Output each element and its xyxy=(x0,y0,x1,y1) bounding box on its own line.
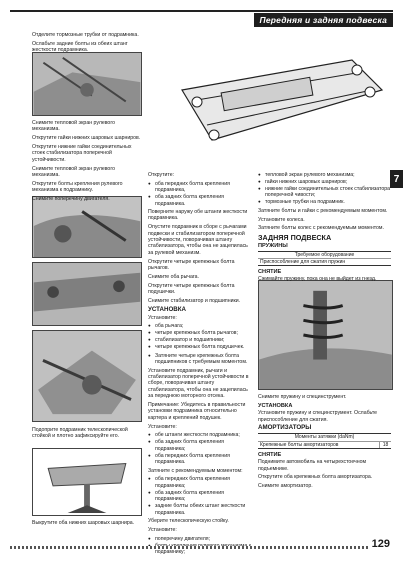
text-paragraph: Затяните болты колес с рекомендуемым моментом. xyxy=(258,225,384,232)
text-paragraph: Открутите четыре крепежных болта рычагов. xyxy=(148,258,235,272)
table-cell: Моменты затяжки (daNm) xyxy=(294,434,355,441)
section-heading-rear-suspension: ЗАДНЯЯ ПОДВЕСКА xyxy=(258,232,332,242)
text-paragraph: Поверните наружу обе штанги жесткости подрамника. xyxy=(148,209,248,222)
list-item: ● оба рычага; xyxy=(148,323,252,329)
list-item: ● четыре крепежных болта подушечек. xyxy=(148,344,252,350)
text-paragraph: Затяните болты и гайки с рекомендуемым моментом. xyxy=(258,207,388,214)
text-paragraph: Установите: xyxy=(148,526,177,533)
table-cell: Крепежные болты амортизаторов xyxy=(260,441,339,448)
chapter-tab: 7 xyxy=(390,170,403,188)
text-paragraph: Сжимайте пружину, пока она не выйдет из гнезд. xyxy=(258,276,377,283)
table-cell: 18 xyxy=(379,442,391,448)
photo-engine-crossmember xyxy=(32,330,142,422)
text-paragraph: Поднимите автомобиль на четырехстоечном подъемнике. xyxy=(258,459,367,472)
list-item: ● стабилизатор и подшипники; xyxy=(148,337,252,343)
subheading-springs: ПРУЖИНЫ xyxy=(258,243,288,250)
subheading-removal-2: СНЯТИЕ xyxy=(258,451,282,458)
column-3 xyxy=(258,172,391,285)
photo-subframe-diagram xyxy=(152,30,392,164)
text-paragraph: Установите: xyxy=(148,314,177,321)
text-paragraph: Установите пружину и специнструмент. Ослабьте приспособление для сжатия. xyxy=(258,410,378,423)
table-cell: Требуемое оборудование xyxy=(294,251,355,258)
column-1 xyxy=(32,32,142,56)
photo-brake-lines xyxy=(32,52,142,116)
text-paragraph: Установите: xyxy=(148,423,177,430)
text-paragraph: Открутите оба крепежных болта амортизатора. xyxy=(258,474,373,481)
table-row xyxy=(258,434,391,440)
section-heading-shock-absorbers: АМОРТИЗАТОРЫ xyxy=(258,424,312,432)
column-1-block-2 xyxy=(32,120,142,205)
list-item: ● тормозные трубки на подрамник. xyxy=(258,199,391,205)
list-item: ● обе штанги жесткости подрамника; xyxy=(148,432,252,438)
page-header-title: Передняя и задняя подвеска xyxy=(254,13,393,27)
bullet-list xyxy=(258,172,391,206)
list-item: ● оба задних болта крепления подрамника. xyxy=(148,194,252,207)
text-paragraph: Снимите поперечину двигателя. xyxy=(32,196,110,203)
column-1-block-3 xyxy=(32,427,142,442)
list-item: ● тепловой экран рулевого механизма; xyxy=(258,172,391,178)
bullet-list xyxy=(148,323,252,350)
note-paragraph: Примечание: Убедитесь в правильности установки подрамника относительно картера и креплений подушек. xyxy=(148,401,246,421)
bullet-list xyxy=(148,181,252,207)
subheading-install: УСТАНОВКА xyxy=(258,402,293,409)
list-item: ● нижние гайки соединительных стоек стабилизатора поперечной чивости; xyxy=(258,186,391,199)
section-heading-install: УСТАНОВКА xyxy=(148,305,187,313)
list-item: ● поперечину двигателя; xyxy=(148,536,252,542)
table-row xyxy=(258,252,391,258)
table-cell: Приспособление для сжатия пружин xyxy=(260,258,346,265)
text-paragraph: Открутите четыре крепежных болта подушечки. xyxy=(148,282,235,296)
text-paragraph: Снимите амортизатор. xyxy=(258,483,313,490)
text-paragraph: Ослабьте задние болты из обеих штанг жесткости подрамника. xyxy=(32,40,128,54)
text-paragraph: Выкрутите оба нижних шаровых шарнира. xyxy=(32,520,135,526)
table-row xyxy=(258,441,391,448)
text-paragraph: Снимите пружину и специнструмент. xyxy=(258,394,347,400)
column-3-lower xyxy=(258,394,391,492)
photo-heat-shield xyxy=(32,196,142,258)
text-paragraph: Снимите стабилизатор и подшипники. xyxy=(148,297,241,304)
header-rule xyxy=(10,10,393,12)
column-1-block-4 xyxy=(32,520,142,529)
list-item: ● подрамнику; xyxy=(148,543,252,556)
text-paragraph: Установите подрамник, рычаги и стабилизатор поперечной устойчивости в сборе, поворачивая штангу стабилизатора, чтобы она не зацепилась за переднюю моторного отсека. xyxy=(148,367,249,400)
torque-table xyxy=(258,433,391,448)
text-paragraph: Снимите тепловой экран рулевого механизма. xyxy=(32,165,115,179)
list-item: ● гайки нижних шаровых шарниров; xyxy=(258,179,391,185)
list-item: ● четыре крепежных болта рычагов; xyxy=(148,330,252,336)
text-paragraph: Снимите оба рычага. xyxy=(148,273,199,280)
photo-telescopic-stand xyxy=(32,448,142,516)
text-paragraph: Опустите подрамник в сборе с рычагами подвески и стабилизатором поперечной устойчивости, поворачивая штангу стабилизатора, чтобы она не зацепилась за рулевой механизм. xyxy=(148,224,248,256)
list-item: ● оба задних болта крепления подрамника; xyxy=(148,439,252,452)
text-paragraph: Снимите тепловой экран рулевого механизма. xyxy=(32,120,115,133)
bullet-list xyxy=(148,353,252,366)
text-paragraph: Затяните с рекомендуемым моментом: xyxy=(148,467,243,474)
text-paragraph: Открутите: xyxy=(148,172,175,178)
list-item: ● задние болты обеих штанг жесткости подрамника. xyxy=(148,503,252,516)
table-row xyxy=(258,258,391,265)
text-paragraph: Подоприте подрамник телескопической стойкой и плотно зафиксируйте его. xyxy=(32,427,128,440)
photo-steering-bolts xyxy=(32,262,142,326)
list-item: ● оба передних болта крепления подрамника. xyxy=(148,453,252,466)
page-number: 129 xyxy=(369,538,393,550)
equipment-table xyxy=(258,251,391,266)
bullet-list xyxy=(148,476,252,516)
list-item: ● оба передних болта крепления подрамника; xyxy=(148,476,252,489)
list-item: ● Затяните четыре крепежных болта подшипников с требуемым моментом. xyxy=(148,353,252,366)
text-paragraph: Открутите гайки нижних шаровых шарниров. xyxy=(32,135,141,142)
footer-rule xyxy=(10,546,393,549)
text-paragraph: Уберите телескопическую стойку. xyxy=(148,518,229,525)
photo-spring-compressor xyxy=(258,280,393,390)
text-paragraph: Открутите болты крепления рулевого механизма к подрамнику. xyxy=(32,180,123,194)
subheading-removal: СНЯТИЕ xyxy=(258,269,282,276)
bullet-list xyxy=(148,432,252,465)
text-paragraph: Открутите нижние гайки соединительных стоек стабилизатора поперечной устойчивости. xyxy=(32,144,132,163)
list-item: ● оба передних болта крепления подрамника, xyxy=(148,181,252,194)
list-item: ● оба задних болта крепления подрамника; xyxy=(148,490,252,503)
text-paragraph: Отделите тормозные трубки от подрамника. xyxy=(32,32,139,38)
text-paragraph: Установите колеса. xyxy=(258,216,305,223)
column-2 xyxy=(148,172,252,557)
